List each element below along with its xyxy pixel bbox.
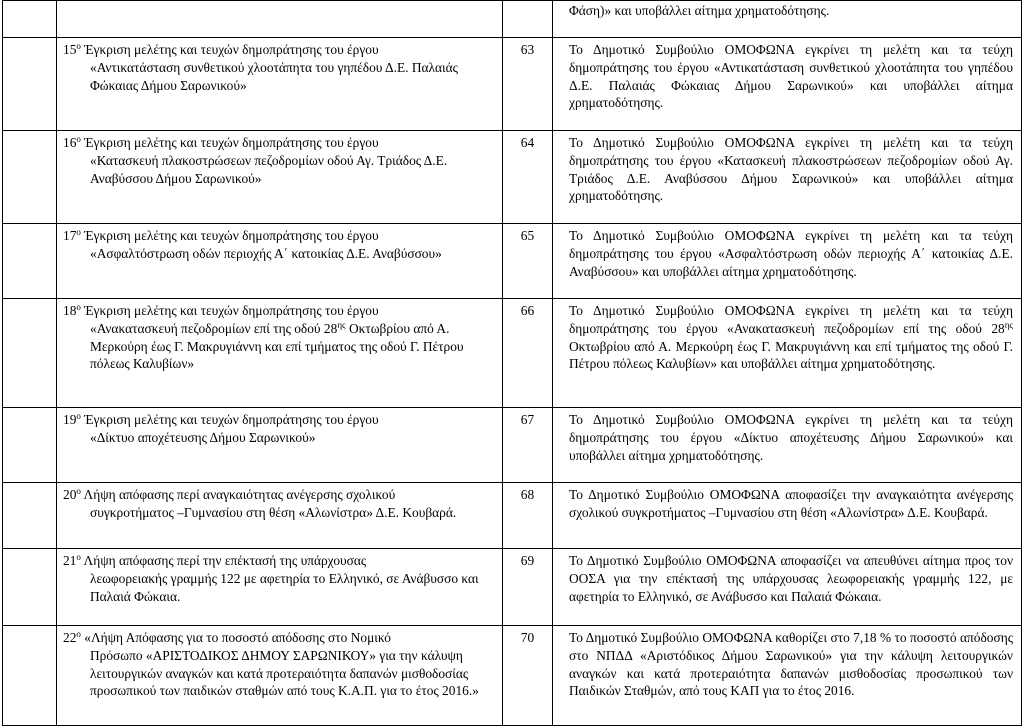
subject-text: «Ασφαλτόστρωση οδών περιοχής Α΄ κατοικίας Δ.Ε. Αναβύσσου» [90, 245, 442, 261]
item-ordinal: ο [76, 227, 81, 237]
spacer-cell [3, 131, 57, 224]
table-row [3, 483, 1022, 549]
item-ordinal: ο [76, 411, 81, 421]
decision-number: 67 [503, 408, 553, 483]
subject-cell [57, 626, 503, 726]
decision-number: 65 [503, 224, 553, 299]
subject-first-line: Έγκριση μελέτης και τευχών δημοπράτησης του έργου [84, 42, 379, 57]
subject-first-line: «Λήψη Απόφασης για το ποσοστό απόδοσης στο Νομικό [84, 630, 391, 645]
table-row [3, 408, 1022, 483]
decision-text: Το Δημοτικό Συμβούλιο ΟΜΟΦΩΝΑ εγκρίνει τη μελέτη και τα τεύχη δημοπράτησης του έργου «Κατασκευή πλακοστρώσεων πεζοδρομίων οδού Αγ. Τριάδος Δ.Ε. Αναβύσσου Δήμου Σαρωνικού» και υποβάλλει αίτημα χρηματοδότησης. [553, 131, 1022, 224]
table-row [3, 626, 1022, 726]
spacer-cell [3, 483, 57, 549]
item-ordinal: ο [76, 629, 81, 639]
spacer-cell [3, 224, 57, 299]
decision-number: 70 [503, 626, 553, 726]
item-number: 20 [63, 487, 77, 502]
table-row [3, 224, 1022, 299]
item-number: 19 [63, 412, 77, 427]
item-number: 17 [63, 228, 77, 243]
table-row [3, 1, 1022, 38]
table-row [3, 131, 1022, 224]
spacer-cell [3, 1, 57, 38]
item-number: 16 [63, 135, 77, 150]
subject-cell [57, 408, 503, 483]
spacer-cell [3, 408, 57, 483]
subject-text-part: Οκτωβρίου από Α. Μερκούρη έως Γ. Μακρυγιάννη και επί τμήματος της οδού Γ. Πέτρου πόλεως Καλυβίων» [90, 320, 464, 372]
subject-cell [57, 224, 503, 299]
ordinal-suffix: ης [337, 319, 346, 330]
item-number: 22 [63, 630, 77, 645]
item-ordinal: ο [76, 552, 81, 562]
subject-first-line: Λήψη απόφασης περί την επέκτασή της υπάρχουσας [83, 553, 367, 568]
subject-text: «Κατασκευή πλακοστρώσεων πεζοδρομίων οδού Αγ. Τριάδος Δ.Ε. Αναβύσσου Δήμου Σαρωνικού» [90, 152, 448, 186]
decision-number-cell [503, 1, 553, 38]
decision-number: 64 [503, 131, 553, 224]
spacer-cell [3, 38, 57, 131]
decision-text: Φάση)» και υποβάλλει αίτημα χρηματοδότησης. [569, 3, 830, 18]
decision-text: Το Δημοτικό Συμβούλιο ΟΜΟΦΩΝΑ αποφασίζει την αναγκαιότητα ανέγερσης σχολικού συγκροτήματος –Γυμνασίου στη θέση «Αλωνίστρα» Δ.Ε. Κουβαρά. [553, 483, 1022, 549]
subject-text-part: «Ανακατασκευή πεζοδρομίων επί της οδού 28 [90, 320, 338, 336]
decision-number: 68 [503, 483, 553, 549]
table-row [3, 38, 1022, 131]
decision-number: 66 [503, 299, 553, 408]
decision-cell [553, 1, 1022, 38]
item-number: 21 [63, 553, 77, 568]
table-row [3, 549, 1022, 626]
item-ordinal: ο [76, 134, 81, 144]
subject-first-line: Έγκριση μελέτης και τευχών δημοπράτησης του έργου [84, 135, 379, 150]
item-ordinal: ο [76, 41, 81, 51]
subject-text: «Δίκτυο αποχέτευσης Δήμου Σαρωνικού» [90, 429, 316, 445]
decision-text: Το Δημοτικό Συμβούλιο ΟΜΟΦΩΝΑ καθορίζει στο 7,18 % το ποσοστό απόδοσης στο ΝΠΔΔ «Αριστόδικος Δήμου Σαρωνικού» για την κάλυψη λειτουργικών αναγκών και κατά προτεραιότητα δαπανών μισθοδοσίας προσωπικού των Παιδικών Σταθμών, από τους ΚΑΠ για το έτος 2016. [553, 626, 1022, 726]
subject-first-line: Λήψη απόφασης περί αναγκαιότητας ανέγερσης σχολικού [83, 487, 396, 502]
item-number: 18 [63, 303, 77, 318]
decision-text: Το Δημοτικό Συμβούλιο ΟΜΟΦΩΝΑ αποφασίζει να απευθύνει αίτημα προς τον ΟΟΣΑ για την επέκτασή της υπάρχουσας λεωφορειακής γραμμής 122, με αφετηρία το Ελληνικό, σε Ανάβυσσο και Παλαιά Φώκαια. [553, 549, 1022, 626]
subject-cell [57, 549, 503, 626]
decision-number: 69 [503, 549, 553, 626]
decision-text: Το Δημοτικό Συμβούλιο ΟΜΟΦΩΝΑ εγκρίνει τη μελέτη και τα τεύχη δημοπράτησης του έργου «Ασφαλτόστρωση οδών περιοχής Α΄ κατοικίας Δ.Ε. Αναβύσσου» και υποβάλλει αίτημα χρηματοδότησης. [553, 224, 1022, 299]
decision-text-part: Οκτωβρίου από Α. Μερκούρη έως Γ. Μακρυγιάννη και επί τμήματος της οδού Γ. Πέτρου πόλεως Καλυβίων» και υποβάλλει αίτημα χρηματοδότησης. [569, 338, 1013, 372]
decision-text: Το Δημοτικό Συμβούλιο ΟΜΟΦΩΝΑ εγκρίνει τη μελέτη και τα τεύχη δημοπράτησης του έργου «Αντικατάσταση συνθετικού χλοοτάπητα του γηπέδου Δ.Ε. Παλαιάς Φώκαιας Δήμου Σαρωνικού» και υποβάλλει αίτημα χρηματοδότησης. [553, 38, 1022, 131]
item-ordinal: ο [76, 486, 81, 496]
decision-text: Το Δημοτικό Συμβούλιο ΟΜΟΦΩΝΑ εγκρίνει τη μελέτη και τα τεύχη δημοπράτησης του έργου «Δίκτυο αποχέτευσης Δήμου Σαρωνικού» και υποβάλλει αίτημα χρηματοδότησης. [553, 408, 1022, 483]
decision-number: 63 [503, 38, 553, 131]
decision-text [553, 299, 1022, 408]
spacer-cell [3, 299, 57, 408]
item-number: 15 [63, 42, 77, 57]
spacer-cell [3, 549, 57, 626]
decision-text-part: Το Δημοτικό Συμβούλιο ΟΜΟΦΩΝΑ εγκρίνει τη μελέτη και τα τεύχη δημοπράτησης του έργου «Ανακατασκευή πεζοδρομίων επί της οδού 28 [569, 303, 1013, 336]
subject-text [63, 320, 498, 373]
subject-text: συγκροτήματος –Γυμνασίου στη θέση «Αλωνίστρα» Δ.Ε. Κουβαρά. [90, 504, 457, 520]
minutes-table [2, 0, 1022, 726]
subject-cell [57, 299, 503, 408]
subject-cell [57, 1, 503, 38]
spacer-cell [3, 626, 57, 726]
subject-cell [57, 483, 503, 549]
subject-cell [57, 131, 503, 224]
subject-cell [57, 38, 503, 131]
subject-first-line: Έγκριση μελέτης και τευχών δημοπράτησης του έργου [84, 303, 379, 318]
subject-first-line: Έγκριση μελέτης και τευχών δημοπράτησης του έργου [84, 412, 379, 427]
ordinal-suffix: ης [1004, 319, 1013, 330]
subject-text: «Αντικατάσταση συνθετικού χλοοτάπητα του γηπέδου Δ.Ε. Παλαιάς Φώκαιας Δήμου Σαρωνικού» [90, 59, 458, 93]
subject-text: Πρόσωπο «ΑΡΙΣΤΟΔΙΚΟΣ ΔΗΜΟΥ ΣΑΡΩΝΙΚΟΥ» για την κάλυψη λειτουργικών αναγκών και κατά προτεραιότητα δαπανών μισθοδοσίας προσωπικού των παιδικών σταθμών από τους Κ.Α.Π. για το έτος 2016.» [90, 647, 479, 699]
subject-first-line: Έγκριση μελέτης και τευχών δημοπράτησης του έργου [84, 228, 379, 243]
subject-text: λεωφορειακής γραμμής 122 με αφετηρία το Ελληνικό, σε Ανάβυσσο και Παλαιά Φώκαια. [90, 570, 479, 604]
table-row [3, 299, 1022, 408]
item-ordinal: ο [76, 302, 81, 312]
